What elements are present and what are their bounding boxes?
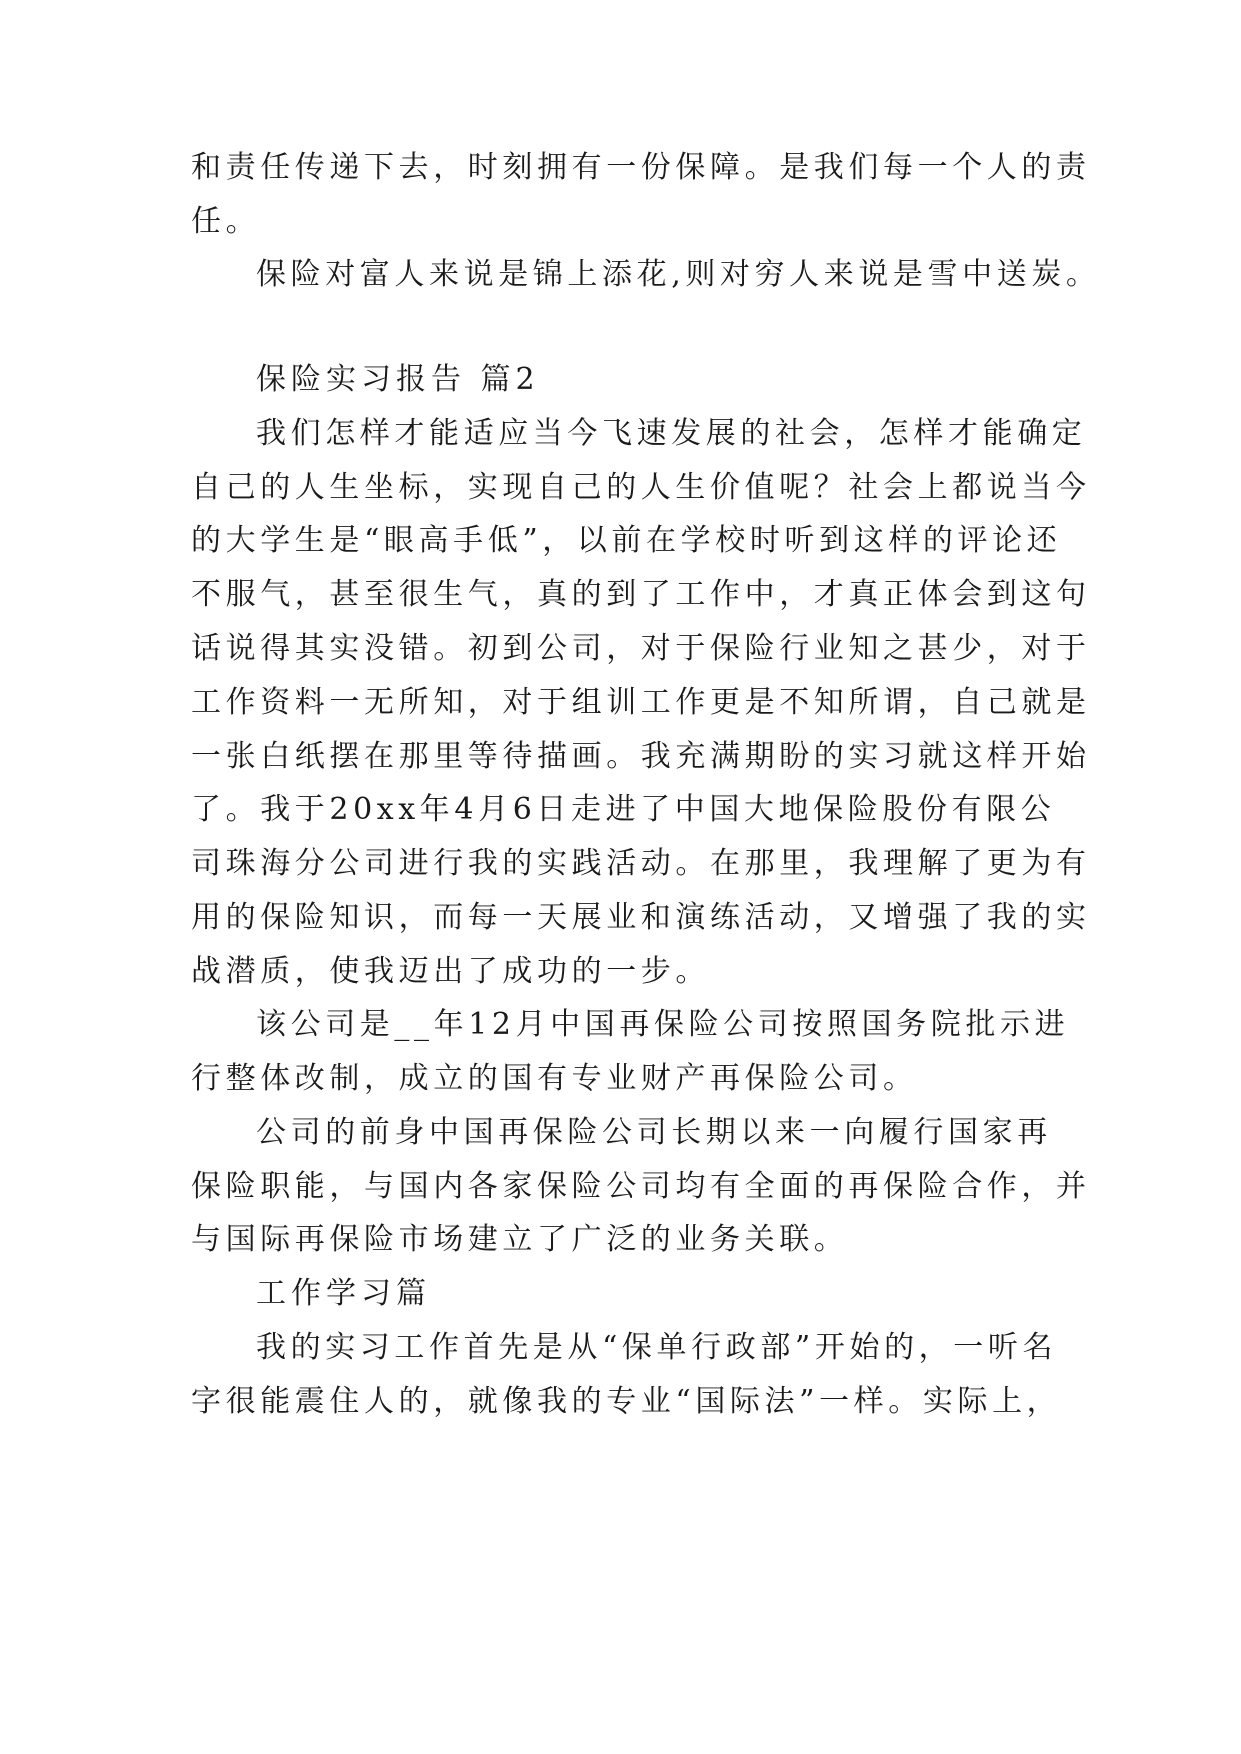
section-heading: 工作学习篇 (256, 1276, 431, 1311)
paragraph-line: 用的保险知识，而每一天展业和演练活动，又增强了我的实 (191, 900, 1091, 935)
paragraph-line: 战潜质，使我迈出了成功的一步。 (191, 954, 710, 989)
paragraph-line: 保险对富人来说是锦上添花,则对穷人来说是雪中送炭。 (256, 257, 1101, 292)
paragraph-line: 自己的人生坐标，实现自己的人生价值呢？社会上都说当今 (191, 470, 1091, 505)
paragraph-line: 和责任传递下去，时刻拥有一份保障。是我们每一个人的责 (191, 150, 1091, 185)
paragraph-line: 司珠海分公司进行我的实践活动。在那里，我理解了更为有 (191, 846, 1091, 881)
paragraph-line: 任。 (191, 204, 261, 239)
paragraph-line: 了。我于20xx年4月6日走进了中国大地保险股份有限公 (191, 792, 1056, 827)
paragraph-line: 该公司是__年12月中国再保险公司按照国务院批示进 (256, 1007, 1070, 1042)
section-heading: 保险实习报告 篇2 (256, 362, 540, 397)
paragraph-line: 我们怎样才能适应当今飞速发展的社会，怎样才能确定 (256, 416, 1087, 451)
paragraph-line: 的大学生是“眼高手低”，以前在学校时听到这样的评论还 (191, 523, 1062, 558)
paragraph-line: 字很能震住人的，就像我的专业“国际法”一样。实际上， (191, 1384, 1062, 1419)
paragraph-line: 不服气，甚至很生气，真的到了工作中，才真正体会到这句 (191, 577, 1091, 612)
paragraph-line: 话说得其实没错。初到公司，对于保险行业知之甚少，对于 (191, 631, 1091, 666)
paragraph-line: 我的实习工作首先是从“保单行政部”开始的，一听名 (256, 1330, 1058, 1365)
paragraph-line: 行整体改制，成立的国有专业财产再保险公司。 (191, 1061, 918, 1096)
paragraph-line: 保险职能，与国内各家保险公司均有全面的再保险合作，并 (191, 1169, 1091, 1204)
paragraph-line: 一张白纸摆在那里等待描画。我充满期盼的实习就这样开始 (191, 739, 1091, 774)
paragraph-line: 公司的前身中国再保险公司长期以来一向履行国家再 (256, 1115, 1052, 1150)
paragraph-line: 与国际再保险市场建立了广泛的业务关联。 (191, 1222, 849, 1257)
paragraph-line: 工作资料一无所知，对于组训工作更是不知所谓，自己就是 (191, 685, 1091, 720)
